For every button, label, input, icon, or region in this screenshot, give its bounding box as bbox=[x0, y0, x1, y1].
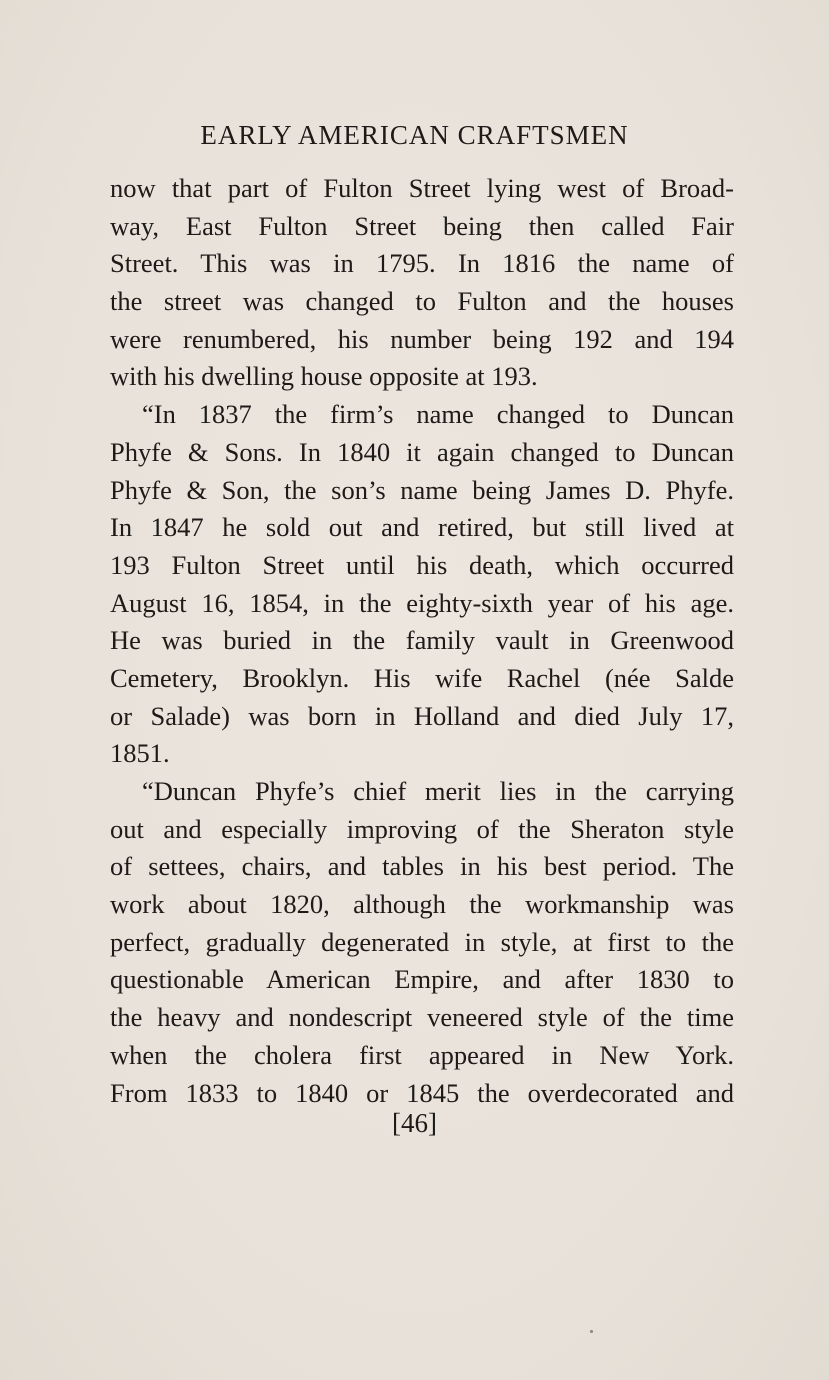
text-line: were renumbered, his number being 192 and 194 bbox=[110, 323, 734, 354]
text-line: “In 1837 the firm’s name changed to Duncan bbox=[142, 399, 734, 430]
text-line: In 1847 he sold out and retired, but still lived at bbox=[110, 512, 734, 543]
text-line: the street was changed to Fulton and the houses bbox=[110, 286, 734, 317]
text-line: of settees, chairs, and tables in his best period. The bbox=[110, 851, 734, 882]
text-line: Street. This was in 1795. In 1816 the name of bbox=[110, 248, 734, 279]
text-line: 1851. bbox=[110, 738, 170, 769]
text-line: way, East Fulton Street being then called Fair bbox=[110, 210, 734, 241]
text-line: now that part of Fulton Street lying west of Broad- bbox=[110, 173, 734, 203]
text-line: 193 Fulton Street until his death, which occurred bbox=[110, 549, 734, 580]
text-line: out and especially improving of the Sheraton style bbox=[110, 813, 734, 844]
text-line: with his dwelling house opposite at 193. bbox=[110, 361, 538, 392]
text-line: when the cholera first appeared in New York. bbox=[110, 1039, 734, 1070]
text-line: Cemetery, Brooklyn. His wife Rachel (née Salde bbox=[110, 662, 734, 693]
body-text bbox=[110, 170, 734, 1112]
text-line: work about 1820, although the workmanship was bbox=[110, 889, 734, 920]
running-head: EARLY AMERICAN CRAFTSMEN bbox=[200, 120, 629, 150]
text-line: August 16, 1854, in the eighty-sixth year of his age. bbox=[110, 587, 734, 618]
text-line: “Duncan Phyfe’s chief merit lies in the carrying bbox=[142, 776, 734, 806]
paper-speck bbox=[590, 1330, 593, 1333]
text-line: or Salade) was born in Holland and died July 17, bbox=[110, 700, 734, 731]
text-line: perfect, gradually degenerated in style, at first to the bbox=[110, 926, 734, 957]
page-number: [46] bbox=[392, 1108, 437, 1138]
text-line: the heavy and nondescript veneered style of the time bbox=[110, 1002, 734, 1033]
text-line: Phyfe & Sons. In 1840 it again changed to Duncan bbox=[110, 436, 734, 467]
text-line: questionable American Empire, and after 1830 to bbox=[110, 964, 734, 995]
text-line: From 1833 to 1840 or 1845 the overdecorated and bbox=[110, 1077, 734, 1108]
text-line: He was buried in the family vault in Greenwood bbox=[110, 625, 734, 656]
text-line: Phyfe & Son, the son’s name being James D. Phyfe. bbox=[110, 474, 734, 505]
